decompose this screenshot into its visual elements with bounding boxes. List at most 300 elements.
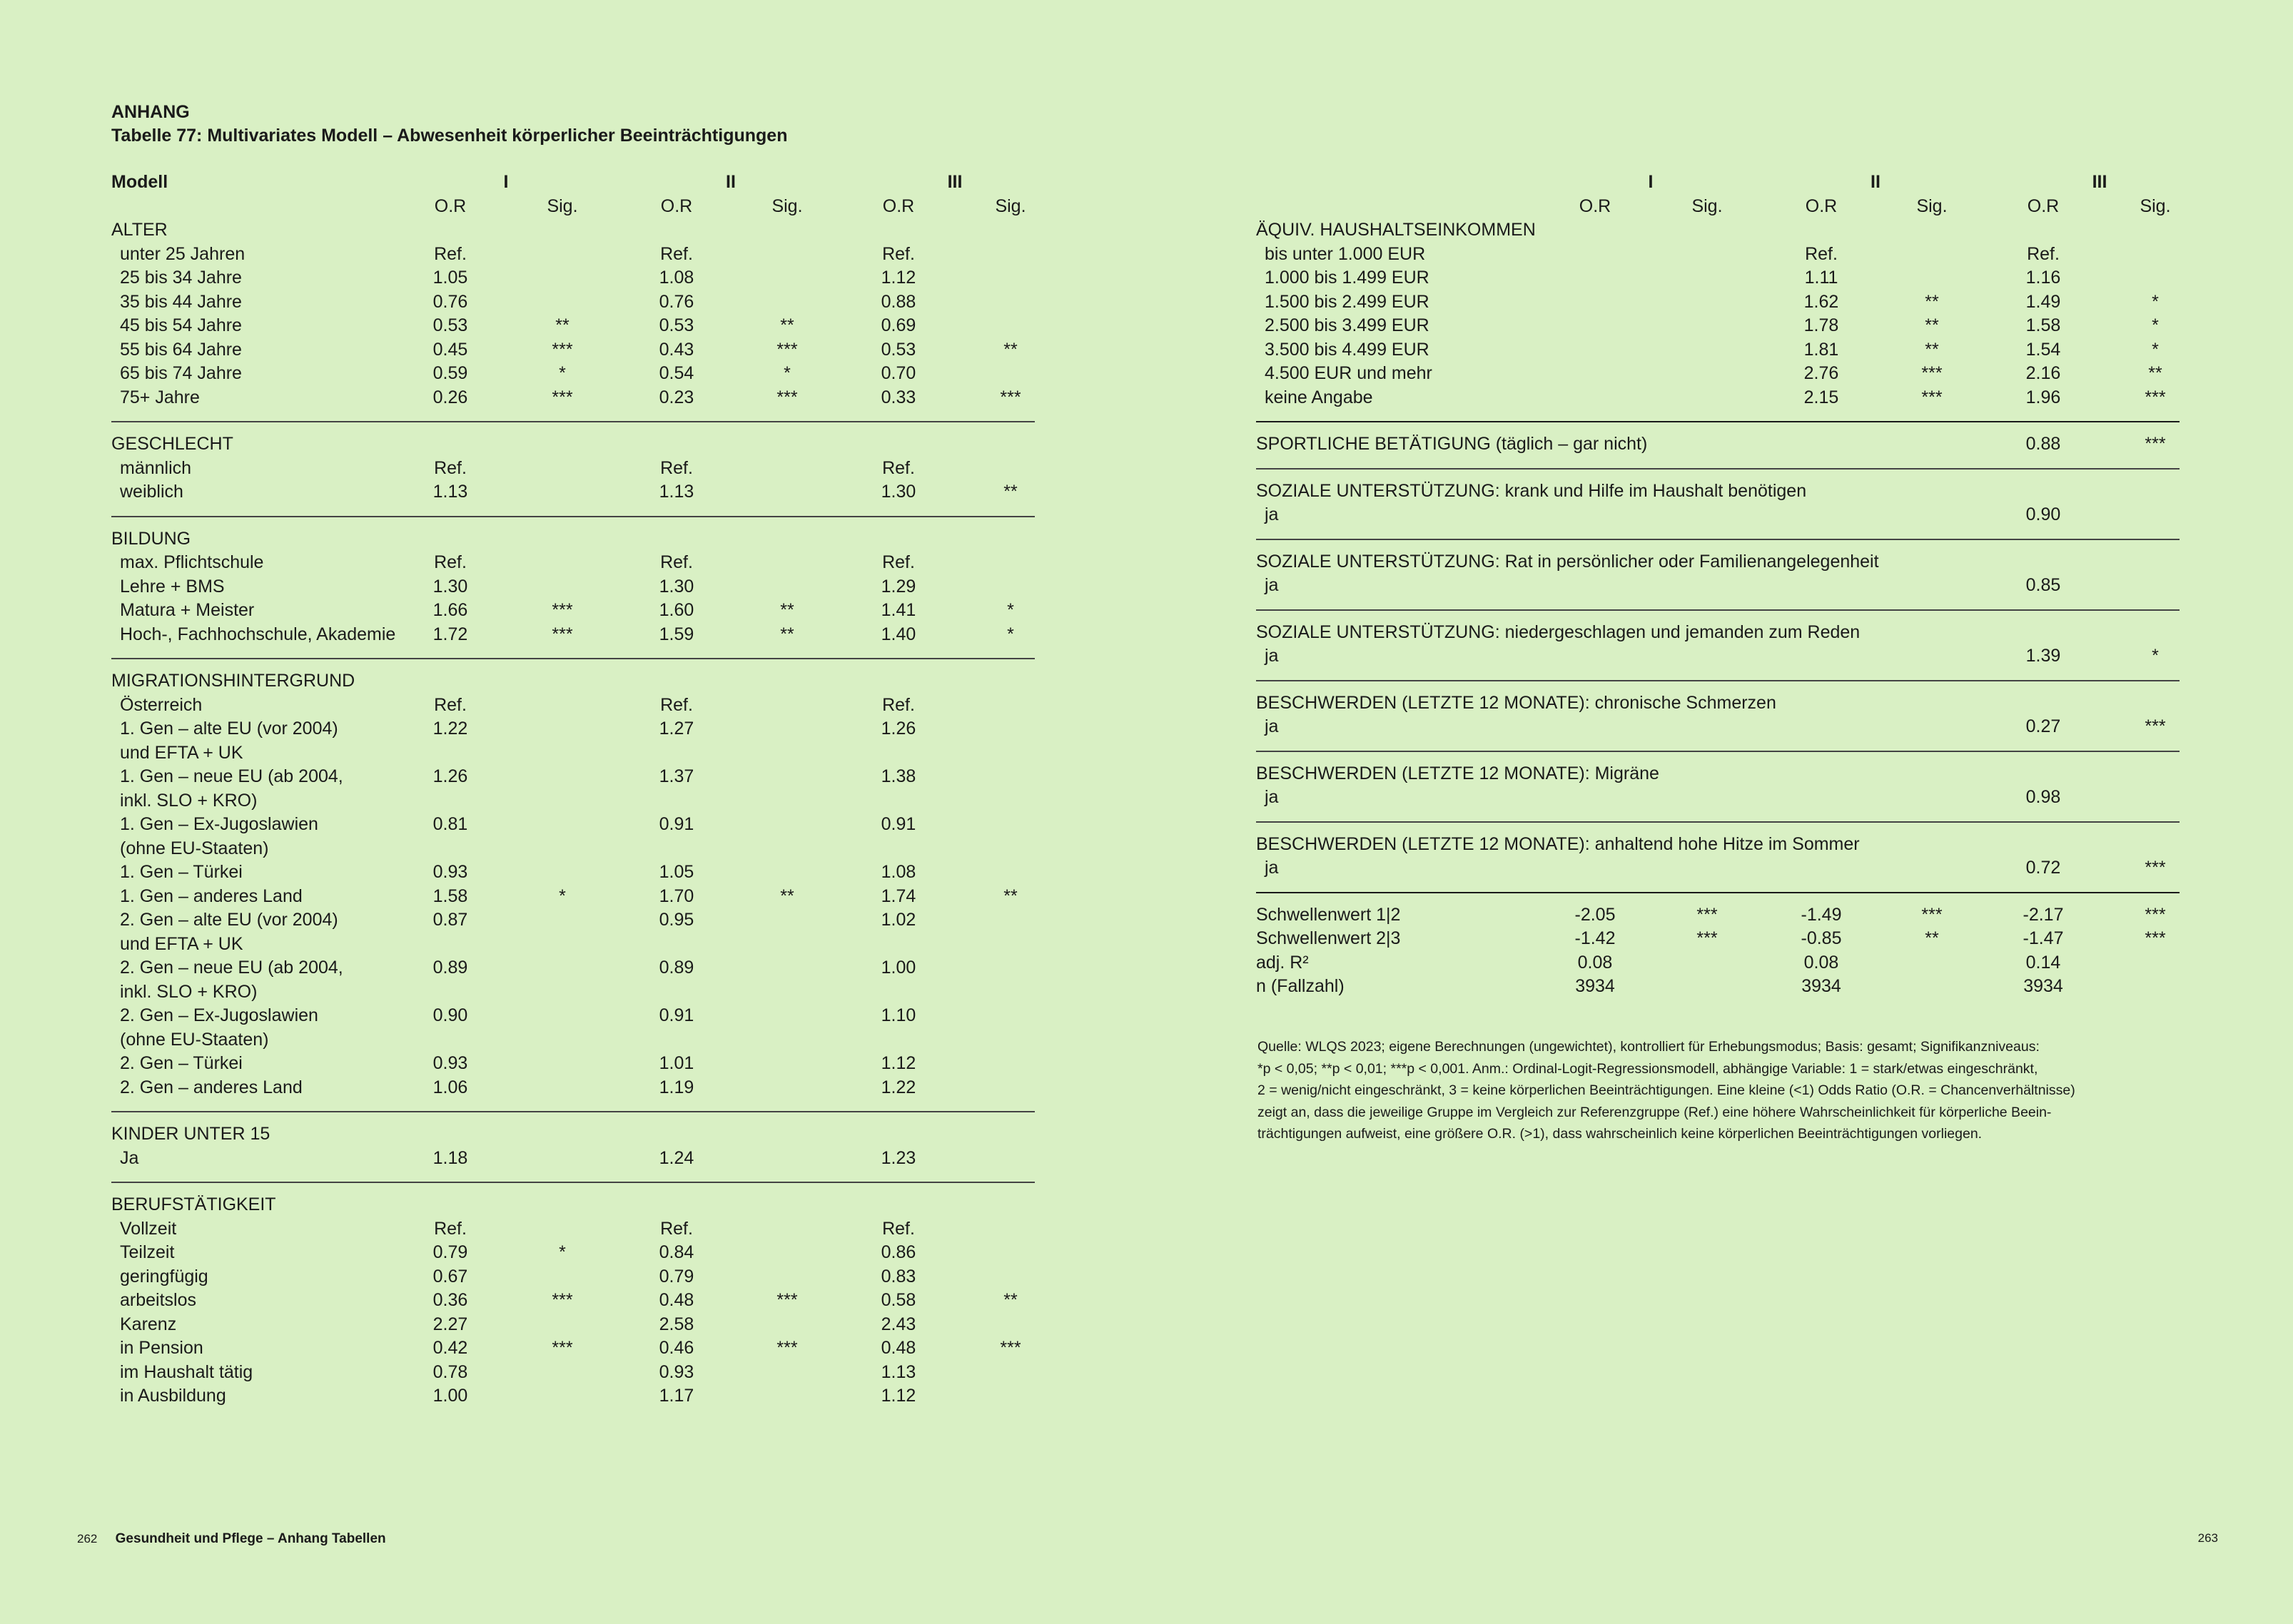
odds-ratio-cell: 1.05 [659, 862, 694, 882]
model-header-2: II [1871, 172, 1881, 192]
odds-ratio-cell: 1.62 [1803, 291, 1839, 312]
row-label [120, 765, 343, 813]
row-label [120, 551, 263, 575]
odds-ratio-cell: Ref. [1805, 243, 1838, 264]
odds-ratio-cell: 0.81 [432, 814, 468, 834]
significance-cell: *** [1696, 928, 1718, 948]
odds-ratio-cell: 1.13 [881, 1361, 916, 1382]
table-row [1256, 927, 2180, 951]
or-header: O.R [434, 196, 467, 216]
row-label [120, 717, 338, 765]
section-divider [1256, 892, 2180, 893]
section-title-row [111, 1122, 1035, 1147]
row-label [120, 908, 338, 956]
odds-ratio-cell: 1.13 [659, 482, 694, 502]
odds-ratio-cell: 1.37 [659, 766, 694, 786]
row-label [120, 623, 395, 647]
table-row [1256, 266, 2180, 290]
significance-cell: *** [2145, 858, 2166, 878]
significance-cell: ** [555, 315, 570, 335]
row-label-line: 25 bis 34 Jahre [120, 268, 242, 288]
row-label [120, 457, 191, 481]
section-title: KINDER UNTER 15 [111, 1124, 270, 1144]
table-row [1256, 903, 2180, 928]
odds-ratio-cell: 1.02 [881, 910, 916, 930]
significance-cell: * [1007, 624, 1014, 644]
odds-ratio-cell: 0.08 [1577, 952, 1613, 973]
or-header: O.R [660, 196, 693, 216]
odds-ratio-cell: -2.17 [2023, 904, 2064, 925]
section-title: GESCHLECHT [111, 434, 233, 454]
section-title: ÄQUIV. HAUSHALTSEINKOMMEN [1256, 220, 1536, 240]
row-label-line: 2. Gen – alte EU (vor 2004) [120, 910, 338, 930]
significance-cell: *** [552, 624, 573, 644]
odds-ratio-cell: 0.59 [432, 363, 468, 383]
odds-ratio-cell: 1.08 [881, 862, 916, 882]
row-label-line: 1. Gen – Türkei [120, 862, 243, 882]
row-label [1265, 290, 1429, 315]
odds-ratio-cell: 1.54 [2025, 339, 2061, 360]
row-label-line: inkl. SLO + KRO) [120, 790, 258, 811]
row-label [1265, 574, 1278, 598]
significance-cell: *** [776, 387, 798, 407]
odds-ratio-cell: 0.91 [881, 814, 916, 834]
odds-ratio-cell: 0.72 [2025, 858, 2061, 878]
odds-ratio-cell: 0.88 [2025, 434, 2061, 454]
section-title-row [1256, 550, 2180, 574]
odds-ratio-cell: 1.60 [659, 600, 694, 620]
significance-cell: *** [2145, 434, 2166, 454]
row-label-line: 1. Gen – alte EU (vor 2004) [120, 719, 338, 739]
section-title: SOZIALE UNTERSTÜTZUNG: niedergeschlagen und jemanden zum Reden [1256, 621, 1861, 642]
odds-ratio-cell: 1.06 [432, 1077, 468, 1097]
significance-cell: * [784, 363, 791, 383]
row-label-line: Teilzeit [120, 1242, 175, 1262]
section-divider [111, 1111, 1035, 1112]
odds-ratio-cell: Ref. [434, 694, 467, 715]
section-title-row [111, 669, 1035, 694]
row-label [120, 1265, 208, 1289]
table-row [111, 623, 1035, 647]
or-header: O.R [882, 196, 915, 216]
significance-cell: *** [2145, 928, 2166, 948]
odds-ratio-cell: 1.05 [432, 268, 468, 288]
row-label-line: inkl. SLO + KRO) [120, 981, 258, 1002]
row-label [120, 266, 242, 290]
row-label-line: 2. Gen – neue EU (ab 2004, [120, 958, 343, 978]
section-title: SOZIALE UNTERSTÜTZUNG: krank und Hilfe im Haushalt benötigen [1256, 480, 1807, 501]
row-label-line: 55 bis 64 Jahre [120, 339, 242, 360]
significance-cell: ** [1003, 885, 1018, 906]
table-row [1256, 644, 2180, 669]
odds-ratio-cell: 0.83 [881, 1266, 916, 1286]
significance-cell: *** [1921, 363, 1943, 383]
odds-ratio-cell: 1.30 [432, 576, 468, 597]
table-row [1256, 574, 2180, 598]
odds-ratio-cell: Ref. [882, 552, 915, 572]
row-label-line: Matura + Meister [120, 600, 255, 620]
odds-ratio-cell: -1.42 [1574, 928, 1616, 948]
significance-cell: * [559, 1242, 566, 1262]
section-title: BESCHWERDEN (LETZTE 12 MONATE): Migräne [1256, 763, 1659, 783]
odds-ratio-cell: 0.79 [659, 1266, 694, 1286]
row-label-line: und EFTA + UK [120, 933, 243, 954]
row-label [1256, 927, 1400, 951]
model-header-1: I [1648, 172, 1654, 192]
subheader-row [111, 195, 1035, 219]
row-label [1256, 951, 1309, 975]
odds-ratio-cell: 1.18 [432, 1147, 468, 1168]
odds-ratio-cell: 1.66 [432, 600, 468, 620]
row-label [120, 1289, 196, 1313]
table-row [111, 1241, 1035, 1265]
table-row [111, 1384, 1035, 1409]
significance-cell: *** [1921, 387, 1943, 407]
odds-ratio-cell: 0.76 [659, 291, 694, 312]
row-label-line: 2. Gen – Ex-Jugoslawien [120, 1005, 318, 1025]
odds-ratio-cell: 0.95 [659, 910, 694, 930]
odds-ratio-cell: 1.12 [881, 1386, 916, 1406]
row-label [120, 1052, 243, 1076]
row-label-line: Karenz [120, 1314, 177, 1334]
significance-cell: ** [1925, 339, 1939, 360]
row-label [120, 1147, 138, 1171]
odds-ratio-cell: 1.24 [659, 1147, 694, 1168]
row-label-line: adj. R² [1256, 952, 1309, 973]
model-header-2: II [726, 172, 736, 192]
odds-ratio-cell: 1.22 [432, 719, 468, 739]
row-label [1265, 503, 1278, 527]
odds-ratio-cell: 0.87 [432, 910, 468, 930]
section-divider [1256, 609, 2180, 611]
section-divider [111, 421, 1035, 422]
row-label [1265, 243, 1425, 267]
section-title: BESCHWERDEN (LETZTE 12 MONATE): chronische Schmerzen [1256, 692, 1776, 713]
row-label [120, 386, 200, 410]
note-line: Quelle: WLQS 2023; eigene Berechnungen (ungewichtet), kontrolliert für Erhebungsmodus; Basis: gesamt; Signifikanzniveaus: [1257, 1039, 2040, 1055]
odds-ratio-cell: 1.58 [2025, 315, 2061, 335]
section-title-row [1256, 691, 2180, 716]
row-label-line: 1.000 bis 1.499 EUR [1265, 268, 1429, 288]
note-line: zeigt an, dass die jeweilige Gruppe im Vergleich zur Referenzgruppe (Ref.) eine höhere Wahrscheinlichkeit für körperliche Beein- [1257, 1104, 2052, 1120]
table-row [1256, 715, 2180, 739]
odds-ratio-cell: 1.38 [881, 766, 916, 786]
sig-header: Sig. [771, 196, 803, 216]
significance-cell: * [559, 363, 566, 383]
significance-cell: ** [1003, 1290, 1018, 1310]
table-row [1256, 290, 2180, 315]
significance-cell: * [2152, 646, 2159, 666]
significance-cell: * [1007, 600, 1014, 620]
odds-ratio-cell: 1.17 [659, 1386, 694, 1406]
odds-ratio-cell: 1.29 [881, 576, 916, 597]
odds-ratio-cell: 0.54 [659, 363, 694, 383]
odds-ratio-cell: 0.48 [881, 1338, 916, 1358]
section-heading: ANHANG [111, 102, 190, 122]
significance-cell: * [2152, 291, 2159, 312]
odds-ratio-cell: 0.36 [432, 1290, 468, 1310]
significance-cell: *** [1000, 387, 1021, 407]
section-title: ALTER [111, 220, 168, 240]
significance-cell: * [2152, 339, 2159, 360]
odds-ratio-cell: 1.00 [432, 1386, 468, 1406]
section-divider [111, 516, 1035, 517]
table-row [111, 861, 1035, 885]
table-row [111, 1265, 1035, 1289]
odds-ratio-cell: Ref. [660, 694, 693, 715]
odds-ratio-cell: 0.93 [659, 1361, 694, 1382]
modell-label: Modell [111, 172, 168, 192]
odds-ratio-cell: 1.78 [1803, 315, 1839, 335]
table-row [1256, 314, 2180, 338]
significance-cell: * [2152, 315, 2159, 335]
row-label-line: 1.500 bis 2.499 EUR [1265, 291, 1429, 312]
row-label-line: 35 bis 44 Jahre [120, 291, 242, 312]
odds-ratio-cell: 0.91 [659, 814, 694, 834]
odds-ratio-cell: 0.78 [432, 1361, 468, 1382]
row-label-line: Ja [120, 1147, 139, 1168]
odds-ratio-cell: 0.67 [432, 1266, 468, 1286]
odds-ratio-cell: Ref. [882, 694, 915, 715]
odds-ratio-cell: 0.33 [881, 387, 916, 407]
table-row [1256, 975, 2180, 999]
table-row [111, 338, 1035, 362]
section-title-row [111, 527, 1035, 552]
row-label [1256, 975, 1345, 999]
significance-cell: *** [552, 1290, 573, 1310]
table-row [111, 599, 1035, 623]
odds-ratio-cell: 1.30 [659, 576, 694, 597]
significance-cell: ** [1003, 482, 1018, 502]
row-label [120, 1076, 303, 1100]
table-row [111, 813, 1035, 861]
table-row [1256, 243, 2180, 267]
table-row [111, 290, 1035, 315]
row-label-line: 4.500 EUR und mehr [1265, 363, 1432, 383]
table-row [111, 243, 1035, 267]
table-row [111, 765, 1035, 813]
row-label [120, 861, 243, 885]
significance-cell: *** [776, 339, 798, 360]
odds-ratio-cell: 0.89 [659, 958, 694, 978]
significance-cell: * [559, 885, 566, 906]
table-row [111, 1052, 1035, 1076]
sig-header: Sig. [1691, 196, 1723, 216]
row-label-line: ja [1265, 504, 1279, 524]
section-divider [1256, 680, 2180, 681]
row-label [120, 813, 318, 861]
table-row [1256, 386, 2180, 410]
section-title: BESCHWERDEN (LETZTE 12 MONATE): anhaltend hohe Hitze im Sommer [1256, 833, 1860, 854]
row-label [120, 599, 254, 623]
odds-ratio-cell: 1.16 [2025, 268, 2061, 288]
row-label-line: 3.500 bis 4.499 EUR [1265, 339, 1429, 360]
significance-cell: ** [780, 315, 794, 335]
table-row [1256, 856, 2180, 880]
page-number-left: 262 [77, 1532, 98, 1546]
row-label-line: ja [1265, 575, 1279, 595]
odds-ratio-cell: 2.76 [1803, 363, 1839, 383]
odds-ratio-cell: 1.58 [432, 885, 468, 906]
significance-cell: ** [780, 885, 794, 906]
or-header: O.R [2027, 196, 2060, 216]
section-divider [1256, 468, 2180, 470]
table-row [111, 266, 1035, 290]
section-title-row [1256, 833, 2180, 857]
odds-ratio-cell: 1.22 [881, 1077, 916, 1097]
model-header-row [111, 171, 1035, 195]
significance-cell: ** [1925, 315, 1939, 335]
odds-ratio-cell: Ref. [660, 243, 693, 264]
odds-ratio-cell: 0.85 [2025, 575, 2061, 595]
odds-ratio-cell: 1.40 [881, 624, 916, 644]
note-line: 2 = wenig/nicht eingeschränkt, 3 = keine körperlichen Beeinträchtigungen. Eine kleine (<1) Odds Ratio (O.R. = Chancenverhältnisse) [1257, 1082, 2075, 1098]
row-label-line: (ohne EU-Staaten) [120, 838, 269, 858]
row-label-line: ja [1265, 716, 1279, 736]
row-label [1265, 362, 1432, 386]
odds-ratio-cell: 0.48 [659, 1290, 694, 1310]
significance-cell: *** [776, 1290, 798, 1310]
row-label [1265, 314, 1429, 338]
odds-ratio-cell: 2.16 [2025, 363, 2061, 383]
row-label [120, 480, 183, 504]
table-row [111, 1313, 1035, 1337]
row-label-line: und EFTA + UK [120, 742, 243, 763]
significance-cell: ** [2148, 363, 2162, 383]
table-row [1256, 951, 2180, 975]
odds-ratio-cell: 0.86 [881, 1242, 916, 1262]
odds-ratio-cell: Ref. [660, 552, 693, 572]
significance-cell: *** [552, 387, 573, 407]
or-header: O.R [1579, 196, 1611, 216]
row-label-line: bis unter 1.000 EUR [1265, 243, 1426, 264]
odds-ratio-cell: 0.76 [432, 291, 468, 312]
row-label [120, 290, 242, 315]
table-row [111, 386, 1035, 410]
section-title-row [1256, 762, 2180, 786]
odds-ratio-cell: 1.12 [881, 268, 916, 288]
section-divider [1256, 751, 2180, 752]
odds-ratio-cell: 0.53 [881, 339, 916, 360]
row-label-line: weiblich [120, 482, 183, 502]
odds-ratio-cell: 0.79 [432, 1242, 468, 1262]
section-title-row [111, 1193, 1035, 1217]
significance-cell: *** [2145, 716, 2166, 736]
odds-ratio-cell: 1.74 [881, 885, 916, 906]
section-title: MIGRATIONSHINTERGRUND [111, 671, 355, 691]
odds-ratio-cell: 1.27 [659, 719, 694, 739]
odds-ratio-cell: 1.30 [881, 482, 916, 502]
row-label-line: in Ausbildung [120, 1386, 226, 1406]
odds-ratio-cell: 0.90 [2025, 504, 2061, 524]
subheader-row [1256, 195, 2180, 219]
sig-header: Sig. [995, 196, 1026, 216]
row-label [120, 575, 225, 599]
odds-ratio-cell: 1.41 [881, 600, 916, 620]
odds-ratio-cell: -1.47 [2023, 928, 2064, 948]
section-title: BILDUNG [111, 528, 191, 549]
significance-cell: *** [1921, 904, 1943, 925]
odds-ratio-cell: 0.89 [432, 958, 468, 978]
significance-cell: *** [2145, 904, 2166, 925]
page-number-right: 263 [2197, 1531, 2218, 1545]
row-label-line: 2. Gen – Türkei [120, 1053, 243, 1073]
section-divider [111, 1182, 1035, 1183]
row-label [1265, 386, 1373, 410]
row-label-line: im Haushalt tätig [120, 1361, 253, 1382]
row-label-line: max. Pflichtschule [120, 552, 264, 572]
odds-ratio-cell: Ref. [660, 457, 693, 478]
row-label-line: (ohne EU-Staaten) [120, 1029, 269, 1050]
odds-ratio-cell: Ref. [882, 243, 915, 264]
odds-ratio-cell: 0.93 [432, 1053, 468, 1073]
table-title: Tabelle 77: Multivariates Modell – Abwesenheit körperlicher Beeinträchtigungen [111, 126, 788, 146]
odds-ratio-cell: 2.58 [659, 1314, 694, 1334]
odds-ratio-cell: 1.26 [881, 719, 916, 739]
odds-ratio-cell: 1.59 [659, 624, 694, 644]
section-divider [1256, 421, 2180, 422]
row-label-line: Österreich [120, 694, 203, 715]
section-divider [111, 658, 1035, 659]
table-row [111, 1147, 1035, 1171]
row-label-line: Hoch-, Fachhochschule, Akademie [120, 624, 396, 644]
odds-ratio-cell: 1.00 [881, 958, 916, 978]
model-header-3: III [947, 172, 963, 192]
section-title-row [1256, 479, 2180, 504]
significance-cell: *** [552, 339, 573, 360]
row-label-line: 65 bis 74 Jahre [120, 363, 242, 383]
row-label-line: in Pension [120, 1338, 203, 1358]
odds-ratio-cell: 3934 [1801, 976, 1841, 996]
table-row [111, 314, 1035, 338]
odds-ratio-cell: 1.70 [659, 885, 694, 906]
odds-ratio-cell: Ref. [882, 457, 915, 478]
odds-ratio-cell: 0.42 [432, 1338, 468, 1358]
odds-ratio-cell: 1.96 [2025, 387, 2061, 407]
odds-ratio-cell: 0.93 [432, 862, 468, 882]
row-label [120, 362, 242, 386]
table-row [111, 1076, 1035, 1100]
odds-ratio-cell: 0.27 [2025, 716, 2061, 736]
odds-ratio-cell: 2.43 [881, 1314, 916, 1334]
odds-ratio-cell: 0.53 [432, 315, 468, 335]
row-label-line: 1. Gen – Ex-Jugoslawien [120, 814, 318, 834]
row-label-line: ja [1265, 858, 1279, 878]
row-label [120, 1336, 203, 1361]
odds-ratio-cell: 0.98 [2025, 787, 2061, 807]
significance-cell: ** [1925, 291, 1939, 312]
sig-header: Sig. [1916, 196, 1948, 216]
section-divider [1256, 539, 2180, 540]
row-label [120, 1241, 174, 1265]
significance-cell: ** [1003, 339, 1018, 360]
table-row [111, 717, 1035, 765]
odds-ratio-cell: -1.49 [1801, 904, 1842, 925]
model-header-row [1256, 171, 2180, 195]
left-table [111, 171, 1035, 1409]
odds-ratio-cell: 0.58 [881, 1290, 916, 1310]
significance-cell: *** [1696, 904, 1718, 925]
row-label-line: n (Fallzahl) [1256, 976, 1345, 996]
odds-ratio-cell: 0.14 [2025, 952, 2061, 973]
row-label [120, 338, 242, 362]
table-row [111, 1361, 1035, 1385]
row-label [120, 1361, 253, 1385]
row-label-line: Lehre + BMS [120, 576, 225, 597]
odds-ratio-cell: 1.23 [881, 1147, 916, 1168]
odds-ratio-cell: 1.72 [432, 624, 468, 644]
note-line: *p < 0,05; **p < 0,01; ***p < 0,001. Anm.: Ordinal-Logit-Regressionsmodell, abhängige Variable: 1 = stark/etwas eingeschränkt, [1257, 1060, 2038, 1077]
